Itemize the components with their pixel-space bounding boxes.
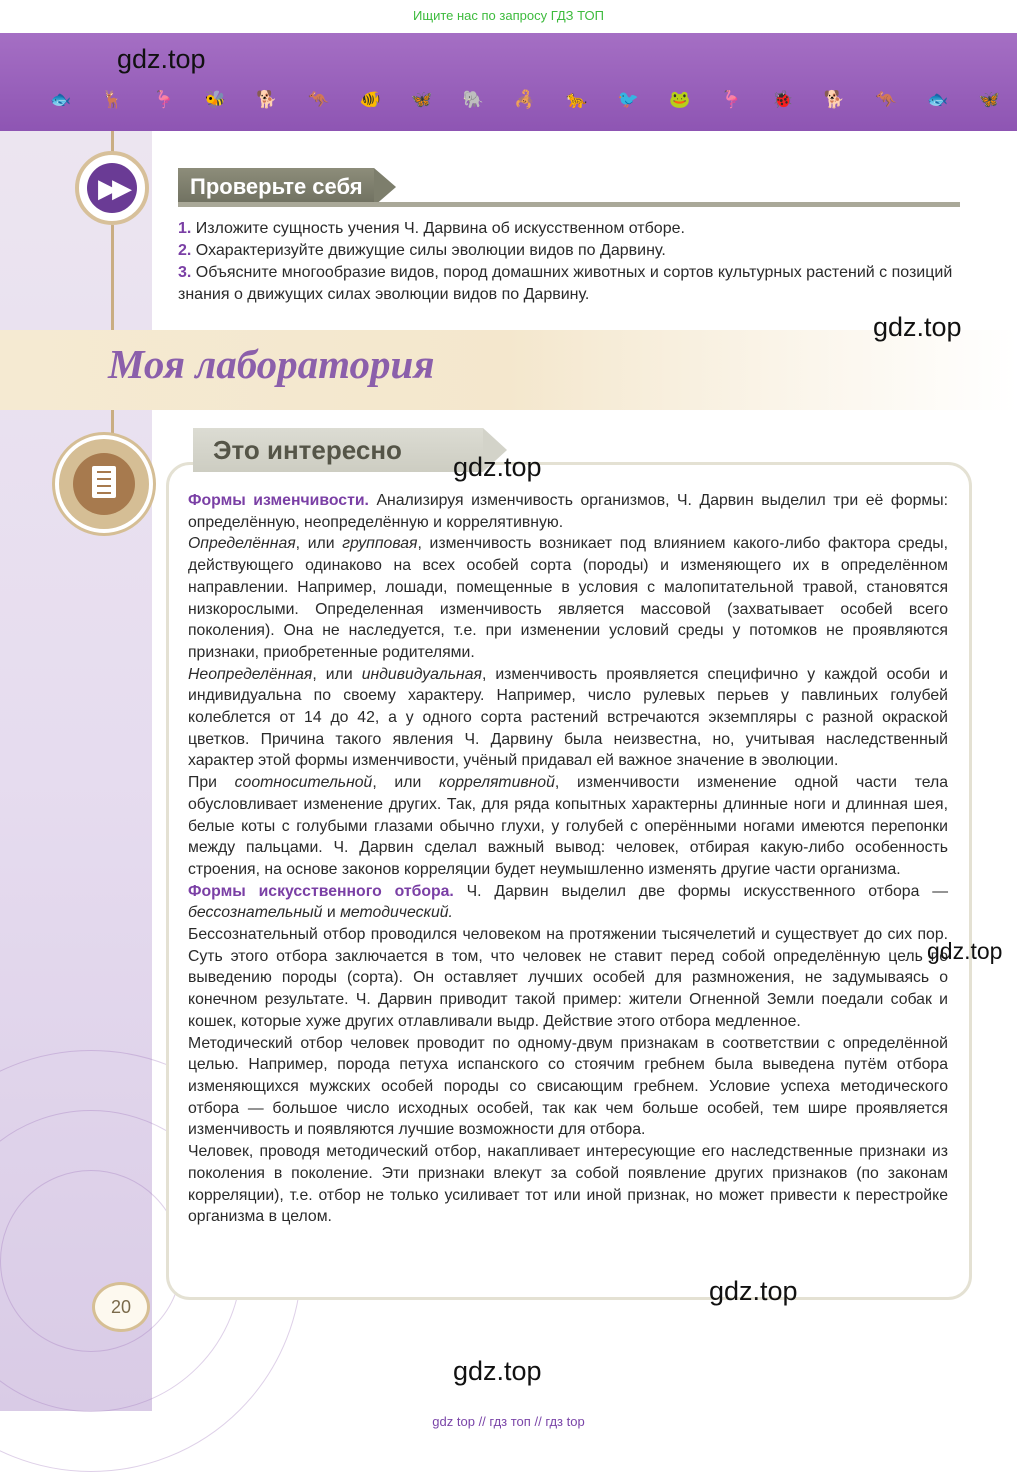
fast-forward-icon: ▶▶: [87, 163, 137, 213]
question-item: 3. Объясните многообразие видов, пород домашних животных и сортов культурных растений с позиций знания о движущих силах эволюции видов по Дарвину.: [178, 264, 953, 303]
deer-icon: 🦌: [101, 90, 123, 109]
dog-icon: 🐕: [823, 90, 846, 109]
watermark: gdz.top: [927, 938, 1003, 964]
paragraph: При соотносительной, или коррелятивной, изменчивости изменение одной части тела обусловливает изменение других. Так, для ряда копытных характерны длинные ноги и длинная шея, белые коты с голубыми глазами обычно глухи, у голубей с оперёнными ногами имеются перепонки между пальцами. Ч. Дарвин сделал важный вывод: человек, отбирая какую-либо особенность строения, на основе законов корреляции будет неумышленно изменять другие части организма.: [188, 774, 948, 878]
scorpion-icon: 🦂: [514, 90, 536, 109]
watermark: gdz.top: [117, 44, 206, 74]
flamingo-icon: 🦩: [720, 90, 742, 109]
bird-icon: 🐦: [617, 90, 639, 109]
fish-icon: 🐠: [359, 90, 381, 109]
frog-icon: 🐸: [669, 90, 691, 109]
fish-icon: 🐟: [927, 90, 949, 109]
banner-underline: [178, 202, 960, 207]
bee-icon: 🐝: [204, 90, 226, 109]
document-icon: [92, 466, 116, 498]
question-item: 2. Охарактеризуйте движущие силы эволюции видов по Дарвину.: [178, 242, 666, 259]
beetle-icon: 🐞: [772, 90, 794, 109]
kangaroo-icon: 🦘: [307, 90, 330, 109]
paragraph: Формы искусственного отбора. Ч. Дарвин выделил две формы искусственного отбора — бессознательный и методический.: [188, 882, 948, 922]
paragraph: Бессознательный отбор проводился человеком на протяжении тысячелетий и существует до сих пор. Суть этого отбора заключается в том, что человек не ставит перед собой определённую цель по выведению породы (сорта). Он оставляет лучших особей для размножения, не задумываясь о конечном результате. Ч. Дарвин приводит такой пример: жители Огненной Земли поедали собак и кошек, которые хуже других отлавливали выдр. Действие этого отбора медленное.: [188, 926, 948, 1030]
top-search-hint[interactable]: Ищите нас по запросу ГДЗ ТОП: [413, 8, 604, 23]
vertical-line: [111, 410, 114, 438]
watermark: gdz.top: [709, 1276, 798, 1306]
butterfly-icon: 🦋: [411, 90, 433, 109]
flamingo-icon: 🦩: [153, 90, 175, 109]
interesting-text: [188, 490, 948, 1228]
lab-title: Моя лаборатория: [108, 341, 435, 387]
check-yourself-title: Проверьте себя: [178, 168, 374, 206]
footer-links: [0, 1414, 1017, 1429]
footer-link[interactable]: гдз топ: [489, 1414, 531, 1429]
footer-separator: //: [478, 1414, 486, 1429]
interesting-title: Это интересно: [193, 428, 483, 472]
watermark: gdz.top: [453, 452, 542, 482]
kangaroo-icon: 🦘: [875, 90, 897, 109]
check-badge: [75, 151, 149, 225]
paragraph: Человек, проводя методический отбор, накапливает интересующие его наследственные признаки из поколения в поколение. Эти признаки влекут за собой появление других признаков (по законам корреляции), т.е. отбор не только усиливает тот или иной признак, но может привести к перестройке организма в целом.: [188, 1143, 948, 1226]
footer-link[interactable]: gdz top: [432, 1414, 475, 1429]
paragraph: Формы изменчивости. Анализируя изменчивость организмов, Ч. Дарвин выделил три её формы: определённую, неопределённую и коррелятивную.: [188, 492, 948, 531]
elephant-icon: 🐘: [462, 90, 484, 109]
footer-separator: //: [534, 1414, 542, 1429]
question-item: 1. Изложите сущность учения Ч. Дарвина об искусственном отборе.: [178, 220, 685, 237]
paragraph: Методический отбор человек проводит по одному-двум признакам в соответствии с определённой целью. Например, порода петуха испанского со стоячим гребнем была выведена путём отбора изменяющихся мужских особей породы со свисающим гребнем. Условие успеха методического отбора — большое число исходных особей, так как чем больше особей, тем шире проявляется изменчивость и появляются лучшие возможности для отбора.: [188, 1034, 948, 1139]
paragraph: Определённая, или групповая, изменчивость возникает под влиянием какого-либо фактора среды, действующего одинаково на всех особей сорта (породы) и изменяющего их в определённом направлении. Например, лошади, помещенные в условия с малопитательной травой, становятся низкорослыми. Определенная изменчивость является массовой (захватывает особей всего поколения). Она не наследуется, т.е. при изменении условий среды у потомков не проявляются признаки, приобретенные родителями.: [188, 535, 948, 661]
butterfly-icon: 🦋: [978, 90, 1000, 109]
vertical-line: [111, 225, 114, 330]
paragraph: Неопределённая, или индивидуальная, изменчивость проявляется специфично у каждой особи и индивидуальна по своему характеру. Например, число рулевых перьев у павлиньих голубей колеблется от 14 до 42, а у одного сорта растений встречаются экземпляры с разной окраской цветков. Причина такого явления Ч. Дарвину была неизвестна, но, учитывая наследственный характер этой формы изменчивости, учёный придавал ей важное значение в эволюции.: [188, 665, 948, 770]
watermark: gdz.top: [873, 312, 962, 342]
vertical-line: [111, 131, 114, 153]
dog-icon: 🐕: [256, 90, 278, 109]
fish-icon: 🐟: [50, 90, 72, 109]
footer-link[interactable]: гдз top: [545, 1414, 585, 1429]
decorative-circle: [0, 1170, 182, 1352]
questions-list: [178, 218, 968, 306]
page-number: 20: [92, 1282, 150, 1332]
animal-silhouette-row: [50, 90, 1000, 110]
leopard-icon: 🐆: [565, 90, 588, 109]
interesting-badge: [55, 435, 153, 533]
watermark: gdz.top: [453, 1356, 542, 1386]
banner-arrow: [374, 168, 396, 206]
